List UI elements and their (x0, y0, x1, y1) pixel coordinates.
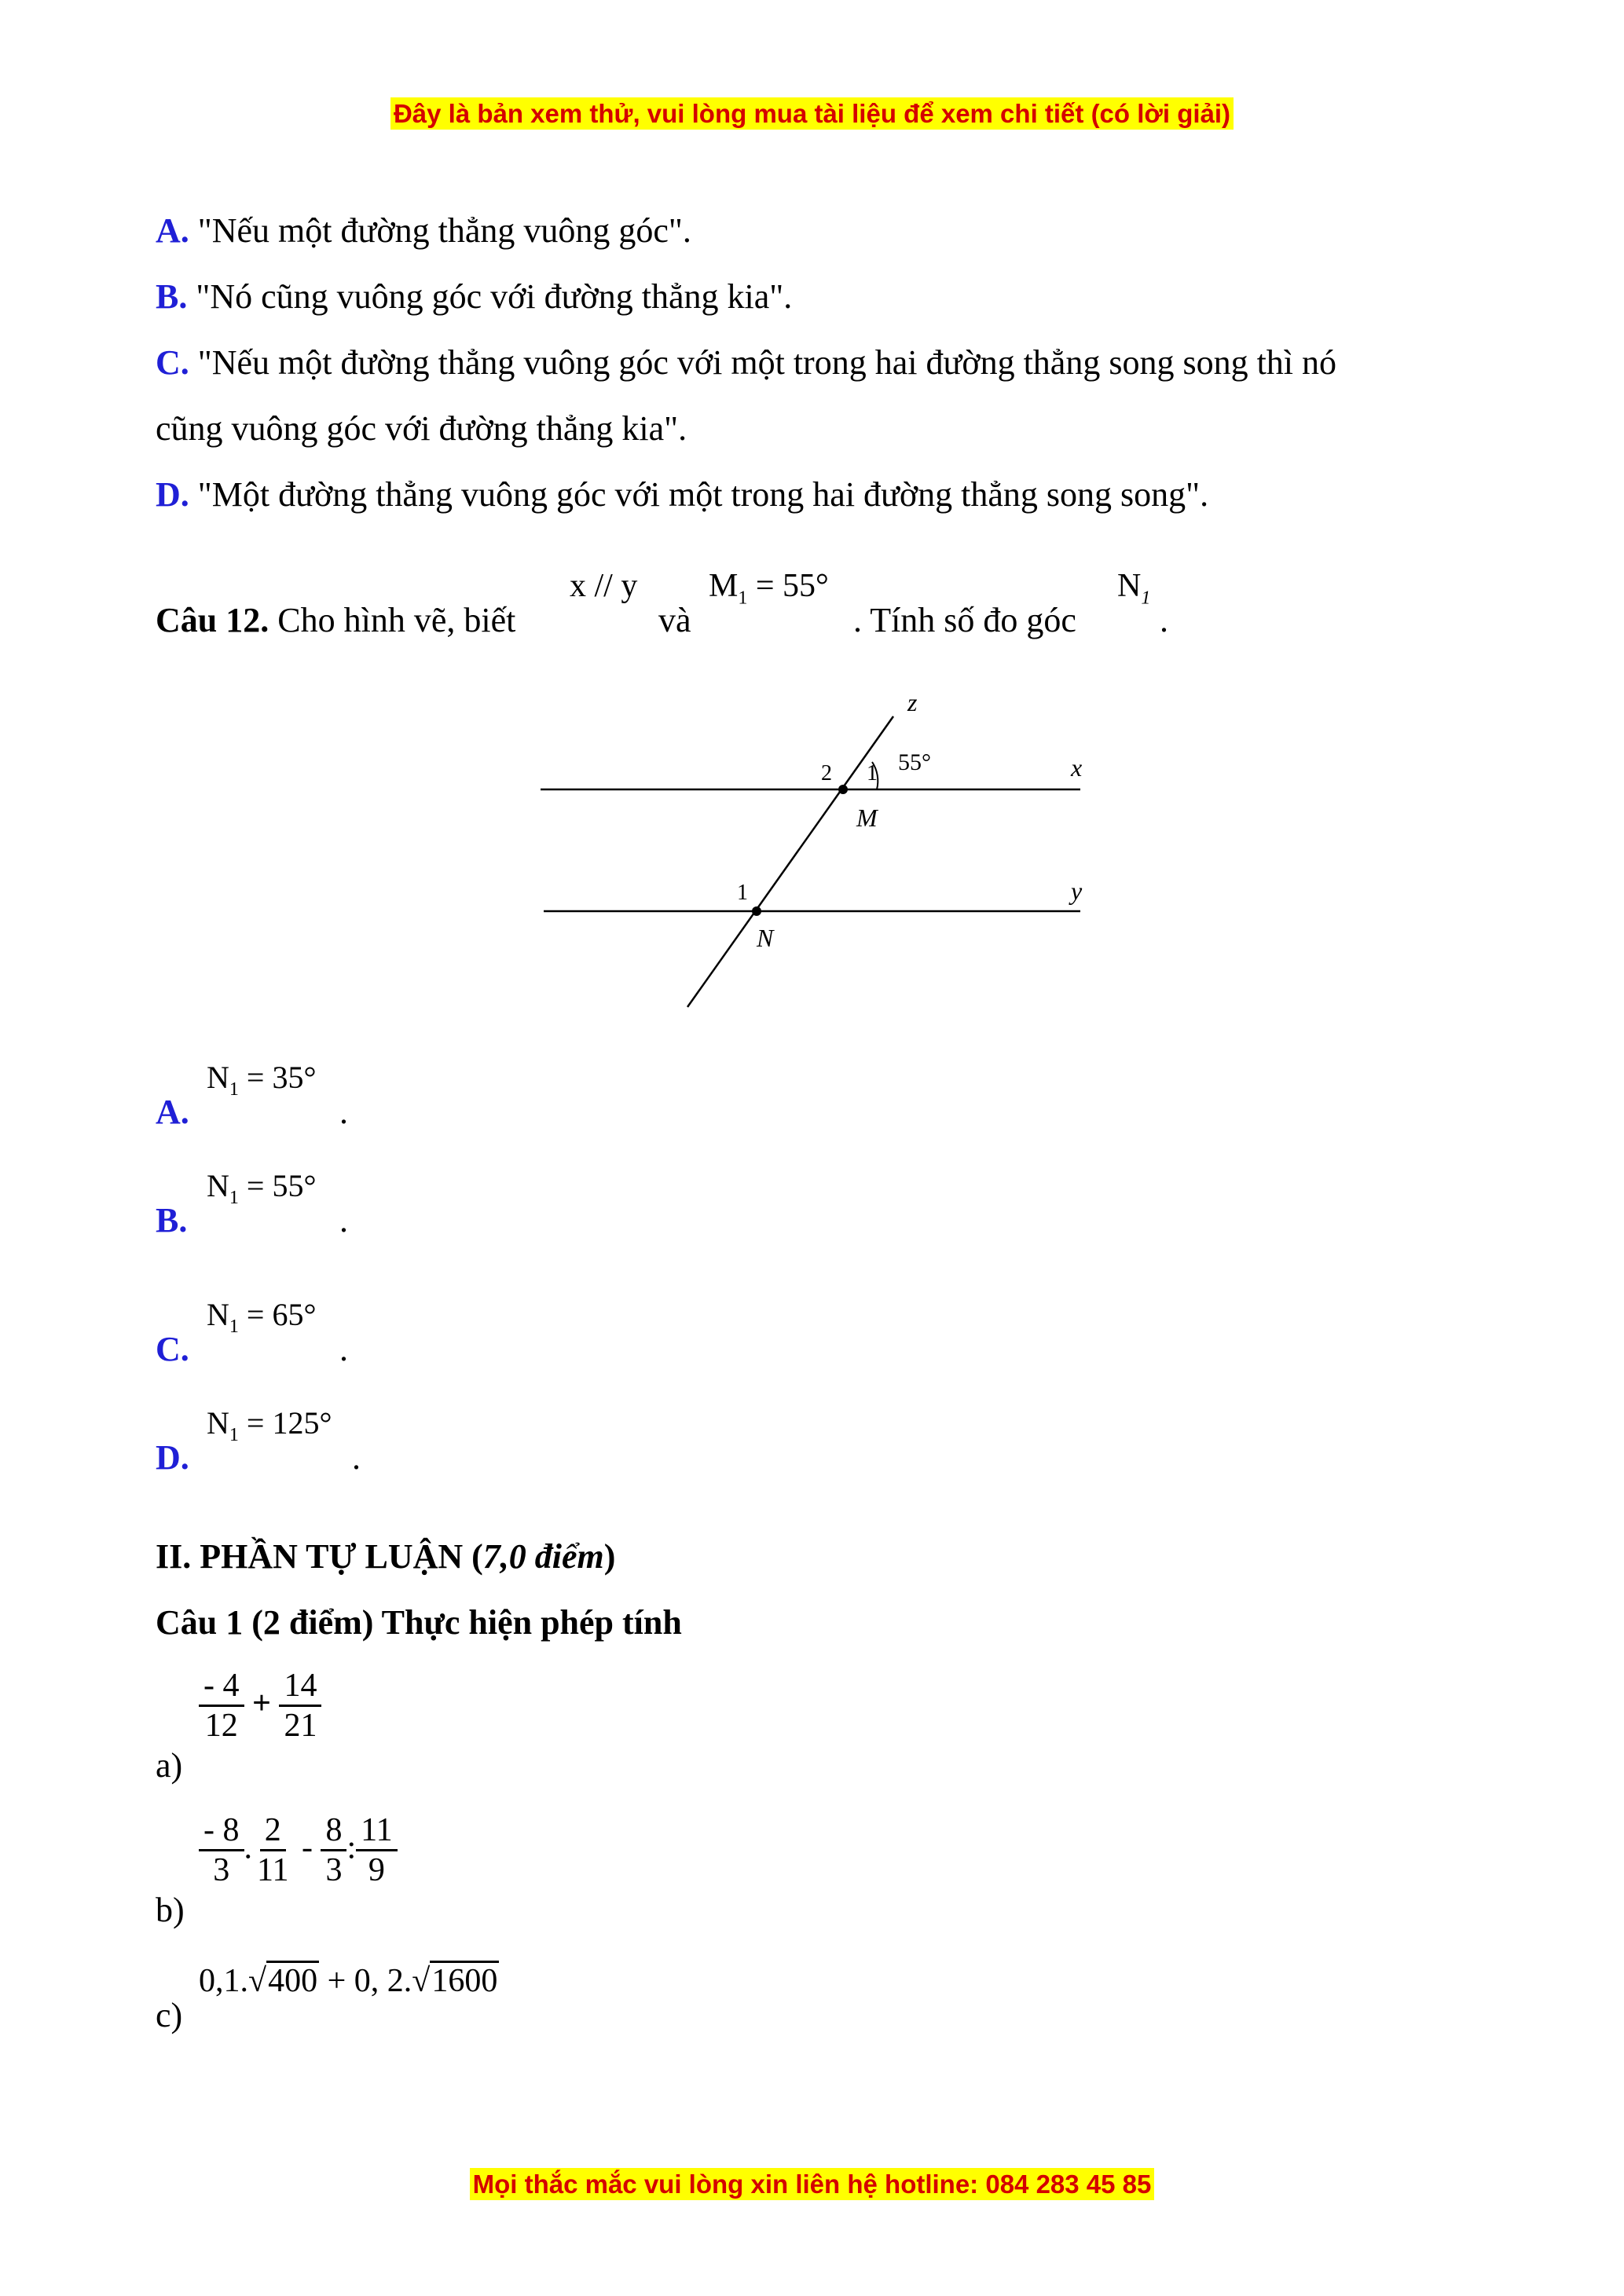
q12-title: Câu 12. (156, 601, 269, 639)
q12-text-after: . Tính số đo góc (853, 601, 1076, 639)
q12-option-a (156, 1092, 189, 1132)
preview-banner-text: Đây là bản xem thử, vui lòng mua tài liệu để xem chi tiết (có lời giải) (390, 97, 1234, 130)
angle-name: N (207, 1060, 229, 1095)
option-period: . (352, 1438, 361, 1477)
denominator: 11 (257, 1852, 289, 1889)
option-text: "Nó cũng vuông góc với đường thẳng kia". (196, 277, 793, 316)
q12-parallel: x // y (570, 568, 638, 604)
label-n: N (757, 924, 774, 952)
angle-value: = 35° (246, 1060, 317, 1095)
term: 0,1. (199, 1963, 248, 1999)
operator: : (346, 1829, 357, 1866)
fraction (279, 1667, 321, 1745)
angle-name: N (1117, 568, 1142, 604)
expression-c: 0,1.√400 + 0, 2.√1600 (199, 1962, 499, 2000)
section-title (156, 1536, 615, 1576)
expression-b (199, 1811, 398, 1890)
label-y: y (1071, 877, 1083, 905)
numerator: 8 (321, 1811, 346, 1851)
label-b: b) (156, 1891, 185, 1929)
angle-sub: 1 (229, 1188, 239, 1208)
angle-name: M (709, 568, 739, 604)
option-label: A. (156, 1093, 189, 1131)
fraction (252, 1811, 293, 1890)
numerator: - 8 (199, 1811, 244, 1851)
q12-end: . (1160, 601, 1168, 639)
option-label: C. (156, 343, 189, 382)
point-n (752, 906, 761, 916)
transversal-z (687, 716, 893, 1007)
option-label: B. (156, 277, 188, 316)
geometry-figure (0, 0, 1624, 1100)
numerator: 2 (260, 1811, 286, 1851)
angle-sub: 1 (229, 1079, 239, 1100)
q12-option-c-value (207, 1296, 316, 1338)
angle-sub: 1 (229, 1316, 239, 1337)
expression-a (199, 1667, 321, 1745)
option-label: D. (156, 475, 189, 514)
fraction (199, 1811, 244, 1890)
option-text: "Một đường thẳng vuông góc với một trong hai đường thẳng song song". (197, 475, 1209, 514)
term: + 0, 2. (319, 1963, 412, 1999)
point-m (838, 785, 848, 794)
option-text: cũng vuông góc với đường thẳng kia". (156, 409, 687, 448)
radicand: 1600 (430, 1961, 499, 1999)
angle-name: N (207, 1168, 229, 1203)
label-n-1: 1 (737, 881, 748, 905)
option-period: . (339, 1330, 348, 1368)
option-label: A. (156, 211, 189, 250)
cau1-title: Câu 1 (2 điểm) Thực hiện phép tính (156, 1603, 682, 1642)
q12-option-a-value (207, 1059, 316, 1100)
label-m: M (856, 804, 878, 832)
label-z: z (907, 688, 918, 716)
fraction (321, 1811, 346, 1890)
q12-option-d-value (207, 1404, 332, 1446)
radicand: 400 (266, 1961, 319, 1999)
angle-name: N (207, 1297, 229, 1332)
option-label: D. (156, 1438, 189, 1477)
option-period: . (339, 1093, 348, 1131)
numerator: 14 (279, 1667, 321, 1707)
section-suffix: ) (603, 1537, 616, 1576)
q12-option-b-value (207, 1167, 316, 1209)
denominator: 9 (368, 1852, 385, 1889)
option-label: B. (156, 1201, 188, 1240)
angle-value: = 55° (246, 1168, 317, 1203)
denominator: 12 (204, 1708, 238, 1745)
option-period: . (339, 1201, 348, 1240)
operator: - (301, 1829, 313, 1866)
label-m-1: 1 (867, 761, 878, 785)
angle-sub: 1 (1141, 588, 1151, 609)
q12-text-before: Cho hình vẽ, biết (277, 601, 516, 639)
label-a: a) (156, 1746, 183, 1785)
angle-value: = 55° (755, 568, 829, 604)
hotline-text: Mọi thắc mắc vui lòng xin liên hệ hotline: 084 283 45 85 (470, 2168, 1155, 2200)
section-points: 7,0 điểm (482, 1537, 604, 1576)
option-text: "Nếu một đường thẳng vuông góc với một trong hai đường thẳng song song thì nó (197, 343, 1337, 382)
angle-value: = 125° (246, 1405, 332, 1441)
numerator: 11 (356, 1811, 397, 1851)
angle-sub: 1 (229, 1425, 239, 1445)
fraction (199, 1667, 244, 1745)
q12-option-c (156, 1329, 189, 1369)
operator: . (244, 1829, 252, 1866)
fraction (356, 1811, 397, 1890)
label-x: x (1071, 753, 1083, 782)
q12-option-d (156, 1437, 189, 1478)
label-angle-55: 55° (898, 749, 931, 775)
option-label: C. (156, 1330, 189, 1368)
operator: + (252, 1685, 271, 1722)
angle-sub: 1 (738, 588, 748, 609)
option-text: "Nếu một đường thẳng vuông góc". (197, 211, 691, 250)
denominator: 3 (325, 1852, 343, 1889)
numerator: - 4 (199, 1667, 244, 1707)
section-prefix: II. PHẦN TỰ LUẬN ( (156, 1537, 483, 1576)
q12-and: và (658, 601, 691, 639)
q12-option-b (156, 1200, 187, 1240)
hotline-banner (0, 2170, 1624, 2199)
angle-name: N (207, 1405, 229, 1441)
denominator: 3 (213, 1852, 230, 1889)
angle-value: = 65° (246, 1297, 317, 1332)
label-c: c) (156, 1996, 183, 2034)
label-m-2: 2 (821, 761, 832, 785)
denominator: 21 (284, 1708, 317, 1745)
